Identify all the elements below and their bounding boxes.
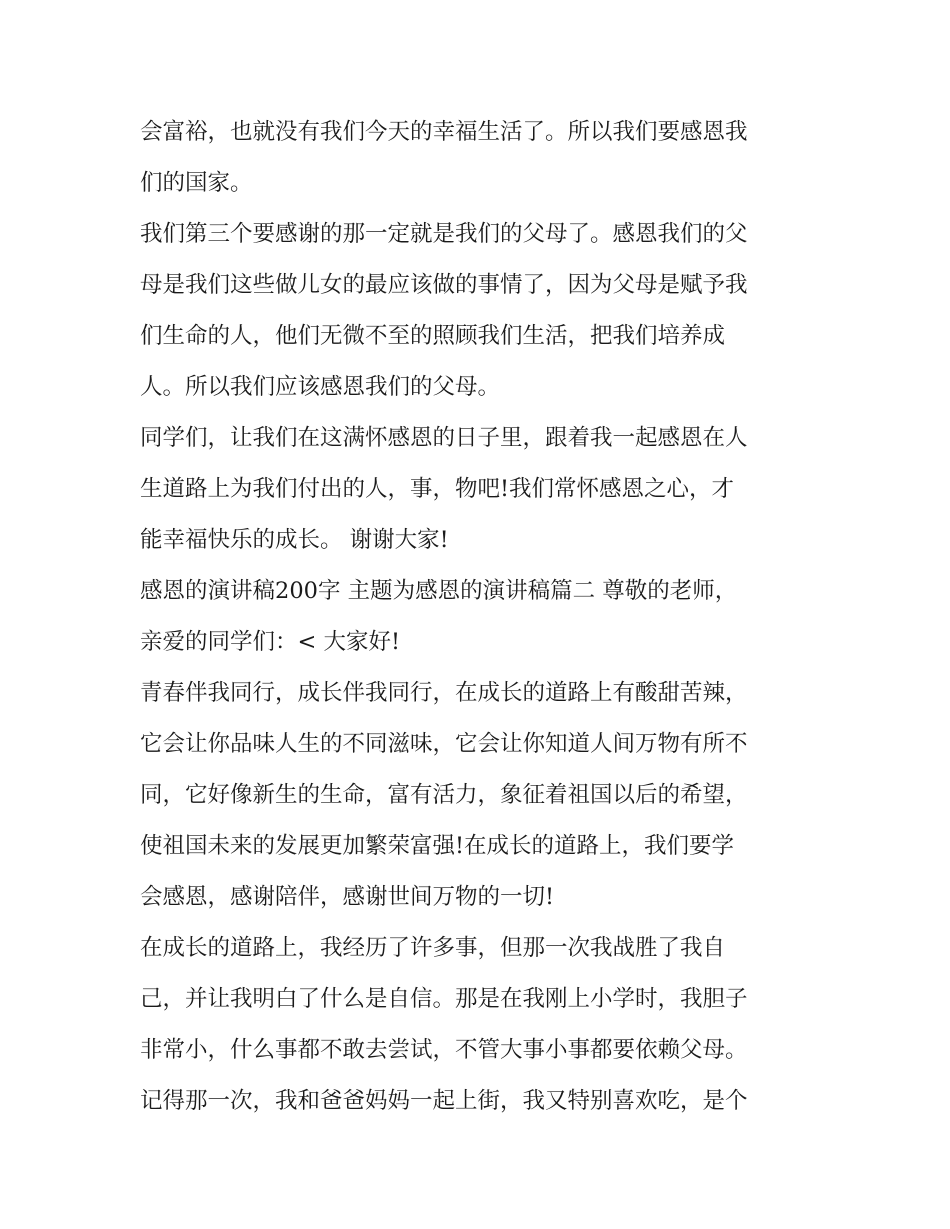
text-line: 会感恩，感谢陪伴，感谢世间万物的一切!	[140, 884, 555, 910]
text-line: 同学们，让我们在这满怀感恩的日子里，跟着我一起感恩在人	[140, 425, 748, 451]
text-line: 亲爱的同学们：< 大家好!	[140, 629, 401, 655]
text-line: 感恩的演讲稿200字 主题为感恩的演讲稿篇二 尊敬的老师，	[140, 578, 738, 604]
text-line: 们生命的人，他们无微不至的照顾我们生活，把我们培养成	[140, 323, 726, 349]
text-line: 它会让你品味人生的不同滋味，它会让你知道人间万物有所不	[140, 731, 748, 757]
text-line: 们的国家。	[140, 170, 253, 196]
text-line: 使祖国未来的发展更加繁荣富强!在成长的道路上，我们要学	[140, 833, 735, 859]
text-line: 会富裕，也就没有我们今天的幸福生活了。所以我们要感恩我	[140, 119, 748, 145]
text-line: 在成长的道路上，我经历了许多事，但那一次我战胜了我自	[140, 935, 726, 961]
text-line: 己，并让我明白了什么是自信。那是在我刚上小学时，我胆子	[140, 986, 748, 1012]
text-line: 生道路上为我们付出的人，事，物吧!我们常怀感恩之心，才	[140, 476, 735, 502]
text-line: 母是我们这些做儿女的最应该做的事情了，因为父母是赋予我	[140, 272, 748, 298]
text-line: 记得那一次，我和爸爸妈妈一起上街，我又特别喜欢吃，是个	[140, 1088, 748, 1114]
text-line: 我们第三个要感谢的那一定就是我们的父母了。感恩我们的父	[140, 221, 748, 247]
text-line: 非常小，什么事都不敢去尝试，不管大事小事都要依赖父母。	[140, 1037, 748, 1063]
text-line: 人。所以我们应该感恩我们的父母。	[140, 374, 501, 400]
text-line: 青春伴我同行，成长伴我同行，在成长的道路上有酸甜苦辣，	[140, 680, 748, 706]
text-line: 同，它好像新生的生命，富有活力，象征着祖国以后的希望，	[140, 782, 748, 808]
document-body	[140, 107, 820, 1127]
text-line: 能幸福快乐的成长。 谢谢大家!	[140, 527, 449, 553]
